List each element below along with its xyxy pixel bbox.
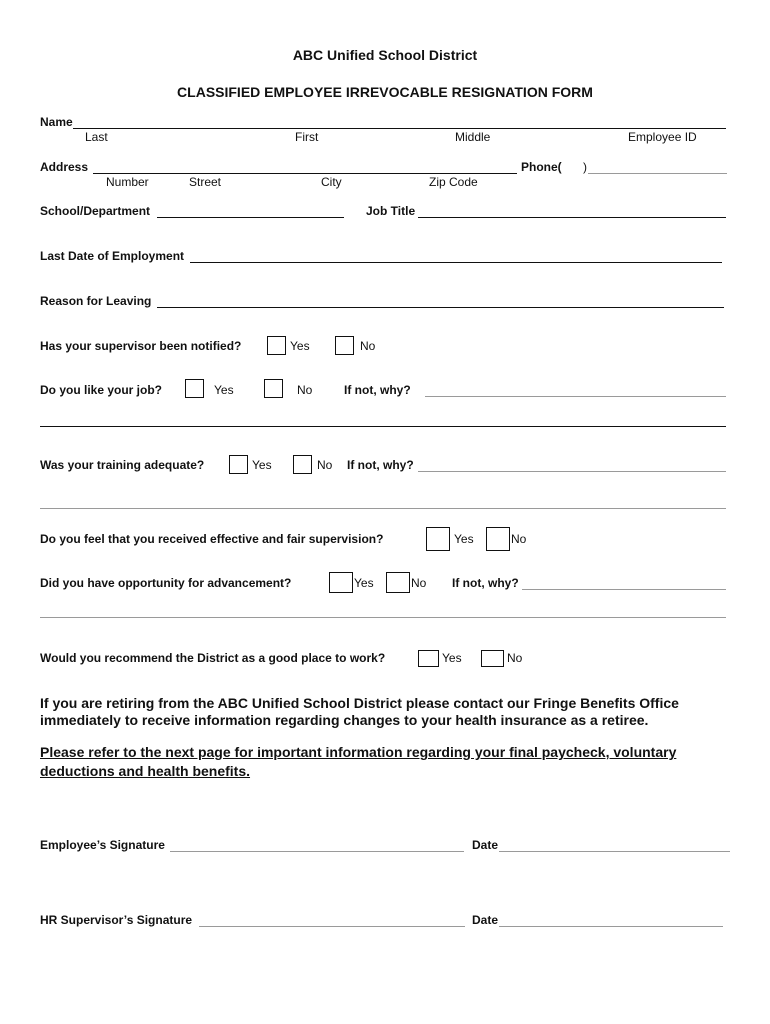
address-label: Address	[40, 160, 89, 174]
supervisor-no-checkbox[interactable]	[335, 336, 354, 355]
training-no-label: No	[317, 458, 333, 472]
q-training-adequate: Was your training adequate?	[40, 458, 205, 472]
recommend-no-label: No	[507, 651, 523, 665]
q-like-job: Do you like your job?	[40, 383, 163, 397]
like-job-why-field-2[interactable]	[40, 426, 726, 427]
like-job-no-label: No	[297, 383, 313, 397]
training-why-field[interactable]	[418, 471, 726, 472]
phone-close-paren: )	[583, 160, 587, 174]
hr-date-field[interactable]	[499, 926, 723, 927]
form-title: CLASSIFIED EMPLOYEE IRREVOCABLE RESIGNATION FORM	[177, 84, 593, 100]
like-job-no-checkbox[interactable]	[264, 379, 283, 398]
name-sub-first: First	[295, 130, 319, 144]
advancement-if-not-why: If not, why?	[452, 576, 519, 590]
fair-supervision-yes-checkbox[interactable]	[426, 527, 450, 551]
like-job-if-not-why: If not, why?	[344, 383, 411, 397]
hr-signature-label: HR Supervisor’s Signature	[40, 913, 193, 927]
last-date-field[interactable]	[190, 262, 722, 263]
reason-label: Reason for Leaving	[40, 294, 152, 308]
fair-supervision-no-label: No	[511, 532, 527, 546]
advancement-yes-label: Yes	[354, 576, 374, 590]
recommend-yes-label: Yes	[442, 651, 462, 665]
job-title-field[interactable]	[418, 217, 726, 218]
q-advancement: Did you have opportunity for advancement?	[40, 576, 292, 590]
training-if-not-why: If not, why?	[347, 458, 414, 472]
address-sub-city: City	[321, 175, 342, 189]
training-yes-label: Yes	[252, 458, 272, 472]
name-sub-middle: Middle	[455, 130, 491, 144]
address-sub-number: Number	[106, 175, 149, 189]
training-no-checkbox[interactable]	[293, 455, 312, 474]
job-title-label: Job Title	[366, 204, 416, 218]
training-yes-checkbox[interactable]	[229, 455, 248, 474]
like-job-yes-checkbox[interactable]	[185, 379, 204, 398]
q-supervisor-notified: Has your supervisor been notified?	[40, 339, 242, 353]
advancement-no-label: No	[411, 576, 427, 590]
phone-field[interactable]	[588, 173, 727, 174]
employee-date-label: Date	[472, 838, 499, 852]
advancement-no-checkbox[interactable]	[386, 572, 410, 593]
employee-date-field[interactable]	[499, 851, 730, 852]
employee-signature-label: Employee’s Signature	[40, 838, 165, 852]
school-department-label: School/Department	[40, 204, 151, 218]
supervisor-yes-checkbox[interactable]	[267, 336, 286, 355]
supervisor-no-label: No	[360, 339, 376, 353]
employee-signature-field[interactable]	[170, 851, 464, 852]
recommend-no-checkbox[interactable]	[481, 650, 504, 667]
q-recommend: Would you recommend the District as a good place to work?	[40, 651, 386, 665]
refer-notice: Please refer to the next page for important information regarding your final paycheck, voluntary deductions and health benefits.	[40, 744, 677, 779]
like-job-yes-label: Yes	[214, 383, 234, 397]
address-field[interactable]	[93, 173, 517, 174]
reason-field[interactable]	[157, 307, 724, 308]
q-fair-supervision: Do you feel that you received effective and fair supervision?	[40, 532, 384, 546]
address-sub-street: Street	[189, 175, 222, 189]
advancement-yes-checkbox[interactable]	[329, 572, 353, 593]
school-department-field[interactable]	[157, 217, 344, 218]
last-date-label: Last Date of Employment	[40, 249, 185, 263]
recommend-yes-checkbox[interactable]	[418, 650, 439, 667]
hr-signature-field[interactable]	[199, 926, 465, 927]
phone-label: Phone(	[521, 160, 562, 174]
training-why-field-2[interactable]	[40, 508, 726, 509]
name-field[interactable]	[73, 128, 726, 129]
fair-supervision-no-checkbox[interactable]	[486, 527, 510, 551]
address-sub-zip: Zip Code	[429, 175, 478, 189]
name-label: Name	[40, 115, 73, 129]
supervisor-yes-label: Yes	[290, 339, 310, 353]
advancement-why-field-2[interactable]	[40, 617, 726, 618]
name-sub-employee-id: Employee ID	[628, 130, 697, 144]
hr-date-label: Date	[472, 913, 499, 927]
name-sub-last: Last	[85, 130, 108, 144]
district-title: ABC Unified School District	[292, 47, 478, 63]
retire-notice: If you are retiring from the ABC Unified School District please contact our Fringe Benefits Office immediately to receive information regarding changes to your health insurance as a retiree.	[40, 695, 679, 728]
fair-supervision-yes-label: Yes	[454, 532, 474, 546]
advancement-why-field[interactable]	[522, 589, 726, 590]
like-job-why-field[interactable]	[425, 396, 726, 397]
